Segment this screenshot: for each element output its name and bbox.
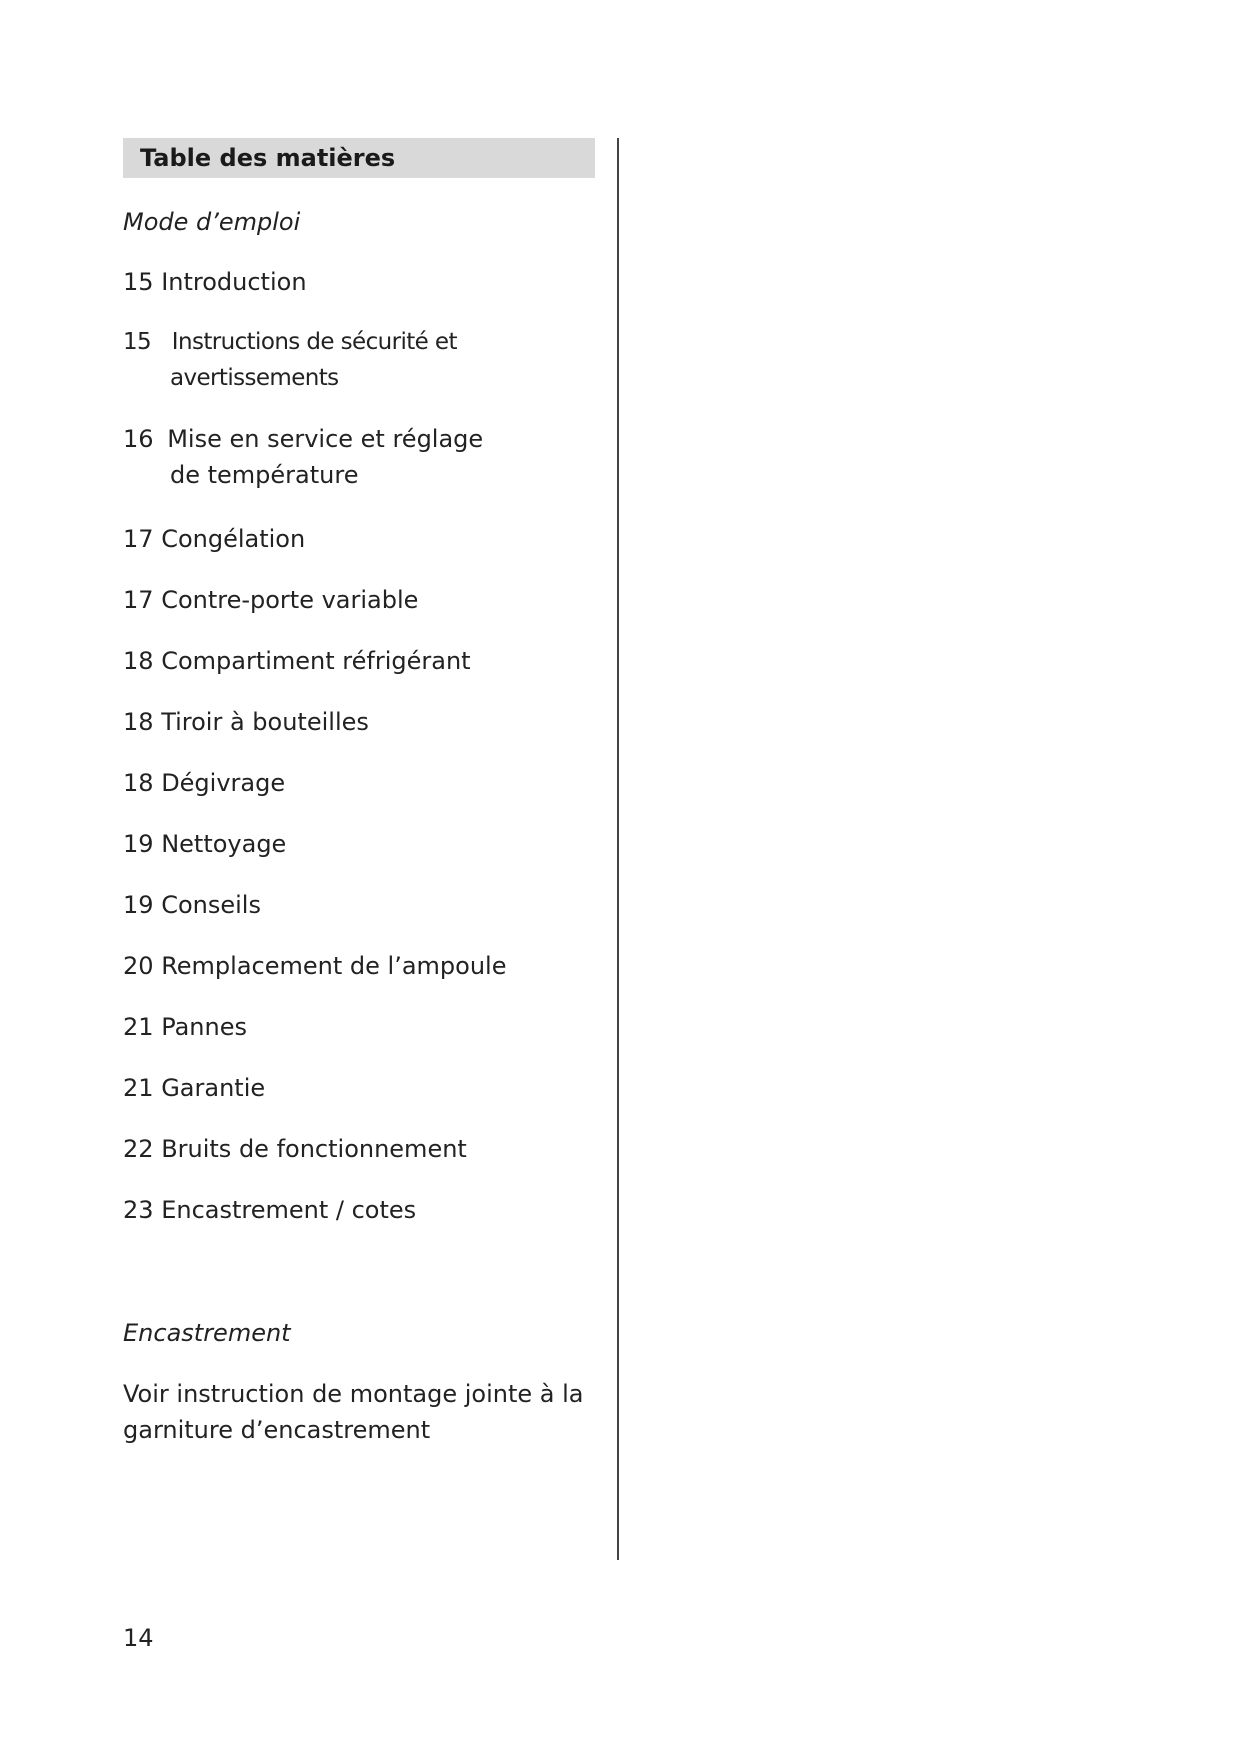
toc-entry-page: 17 <box>123 525 154 553</box>
toc-entry-title: Nettoyage <box>161 830 287 858</box>
toc-entry-page: 20 <box>123 952 154 980</box>
toc-entry-title: Dégivrage <box>161 769 286 797</box>
toc-header <box>123 138 595 178</box>
toc-entry-page: 18 <box>123 647 154 675</box>
toc-entry <box>123 264 307 300</box>
toc-entry <box>123 1009 247 1045</box>
toc-entry <box>123 826 286 862</box>
toc-entry <box>123 582 418 618</box>
toc-entry-title: Conseils <box>161 891 261 919</box>
toc-entry-page: 15 <box>123 329 152 355</box>
toc-entry-title: Compartiment réfrigérant <box>161 647 471 675</box>
toc-entry <box>123 948 506 984</box>
toc-entry-title: Encastrement / cotes <box>161 1196 417 1224</box>
toc-entry-title-continued: avertissements <box>170 365 339 391</box>
toc-entry-page: 19 <box>123 830 154 858</box>
toc-entry-page: 15 <box>123 268 154 296</box>
toc-entry <box>123 324 457 396</box>
section-heading-mode-emploi: Mode d’emploi <box>123 208 301 236</box>
toc-entry-title: Remplacement de l’ampoule <box>161 952 507 980</box>
toc-entry <box>123 1131 467 1167</box>
column-divider <box>617 138 619 1560</box>
toc-entry-title: Introduction <box>161 268 307 296</box>
toc-entry-title: Contre-porte variable <box>161 586 419 614</box>
toc-entry-page: 18 <box>123 708 154 736</box>
toc-entry <box>123 643 471 679</box>
encastrement-paragraph: Voir instruction de montage jointe à la garniture d’encastrement <box>123 1380 584 1444</box>
toc-entry <box>123 765 285 801</box>
toc-entry-page: 22 <box>123 1135 154 1163</box>
toc-entry-page: 18 <box>123 769 154 797</box>
toc-entry <box>123 704 369 740</box>
toc-entry-page: 23 <box>123 1196 154 1224</box>
toc-entry-page: 21 <box>123 1013 154 1041</box>
toc-title: Table des matières <box>140 144 396 172</box>
toc-entry <box>123 521 305 557</box>
toc-entry-title: Garantie <box>161 1074 266 1102</box>
toc-entry-title: Pannes <box>161 1013 247 1041</box>
toc-entry <box>123 887 261 923</box>
toc-entry-title: Mise en service et réglage <box>167 425 484 453</box>
toc-entry-title: Tiroir à bouteilles <box>161 708 369 736</box>
toc-entry-page: 19 <box>123 891 154 919</box>
section-heading-encastrement: Encastrement <box>123 1319 291 1347</box>
toc-entry-title: Instructions de sécurité et <box>171 329 457 355</box>
toc-entry-title: Congélation <box>161 525 306 553</box>
toc-entry-page: 16 <box>123 425 154 453</box>
page-number: 14 <box>123 1624 154 1652</box>
toc-entry <box>123 1192 416 1228</box>
toc-entry <box>123 421 483 493</box>
toc-entry-page: 17 <box>123 586 154 614</box>
toc-entry-title: Bruits de fonctionnement <box>161 1135 467 1163</box>
toc-entry <box>123 1070 265 1106</box>
toc-entry-title-continued: de température <box>170 461 359 489</box>
toc-entry-page: 21 <box>123 1074 154 1102</box>
